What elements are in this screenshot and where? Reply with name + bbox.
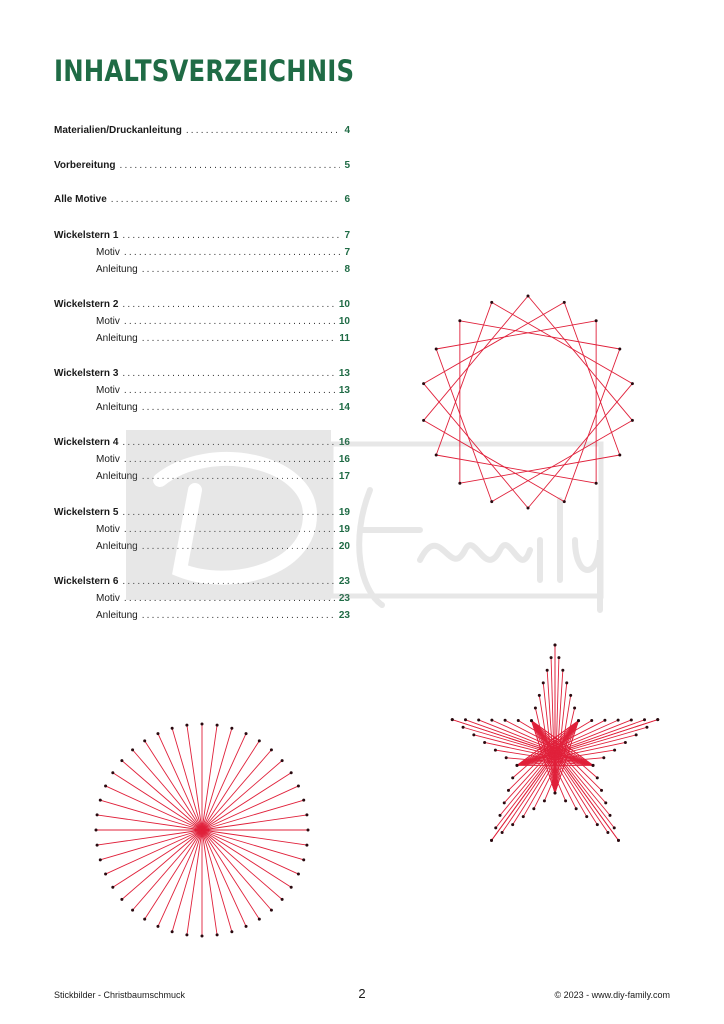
nail-dot [111,886,114,889]
toc-page-number: 11 [339,333,350,344]
toc-page-number: 4 [344,125,350,136]
toc-entry[interactable] [54,158,350,173]
nail-dot [422,419,425,422]
nail-dot [422,382,425,385]
thread-line [202,750,271,830]
thread-line [122,761,202,830]
nail-dot [505,756,508,759]
toc-leader-dots [122,297,334,312]
nail-dot [302,858,305,861]
nail-dot [645,726,648,729]
toc-subentry[interactable] [96,314,350,329]
nail-dot [104,784,107,787]
nail-dot [171,930,174,933]
toc-entry-label: Anleitung [96,264,138,275]
toc-page-number: 8 [344,264,350,275]
toc-entry[interactable] [54,366,350,381]
nail-dot [143,739,146,742]
nail-dot [490,719,493,722]
nail-dot [618,454,621,457]
nail-dot [534,707,537,710]
nail-dot [230,930,233,933]
toc-entry-label: Wickelstern 6 [54,576,119,587]
thread-line [424,302,565,383]
toc-page-number: 6 [344,194,350,205]
nail-dot [258,918,261,921]
nail-dot [307,829,310,832]
nail-dot [201,723,204,726]
nail-dot [606,831,609,834]
nail-dot [302,799,305,802]
nail-dot [120,898,123,901]
nail-dot [563,301,566,304]
toc-page-number: 20 [338,541,350,552]
nail-dot [522,815,525,818]
toc-subentry[interactable] [96,262,350,277]
toc-leader-dots [142,400,335,415]
toc-entry-label: Wickelstern 3 [54,368,119,379]
thread-line [133,830,202,910]
toc-entry[interactable] [54,297,350,312]
nail-dot [451,718,454,721]
toc-entry-label: Motiv [96,385,120,396]
nail-dot [501,831,504,834]
toc-entry-label: Anleitung [96,610,138,621]
nail-dot [592,764,595,767]
thread-line [100,800,202,830]
nail-dot [185,724,188,727]
toc-entry-label: Motiv [96,454,120,465]
nail-dot [290,771,293,774]
toc-page-number: 23 [338,610,350,621]
nail-dot [617,719,620,722]
thread-line [172,830,202,932]
nail-dot [613,749,616,752]
toc-page-number: 23 [338,576,350,587]
nail-dot [230,727,233,730]
nail-dot [258,739,261,742]
nail-dot [624,741,627,744]
toc-leader-dots [142,262,341,277]
nail-dot [538,694,541,697]
footer-page-number: 2 [358,986,366,1001]
toc-entry[interactable] [54,192,350,207]
toc-entry-label: Anleitung [96,471,138,482]
nail-dot [527,507,530,510]
nail-dot [462,726,465,729]
nail-dot [185,933,188,936]
nail-dot [477,718,480,721]
nail-dot [585,815,588,818]
nail-dot [511,776,514,779]
toc-entry[interactable] [54,123,350,138]
toc-entry-label: Motiv [96,316,120,327]
thread-line [202,830,232,932]
toc-entry[interactable] [54,228,350,243]
toc-leader-dots [124,245,341,260]
nail-dot [305,813,308,816]
toc-leader-dots [119,158,340,173]
toc-leader-dots [111,192,341,207]
nail-dot [511,823,514,826]
thread-line [133,750,202,830]
nail-dot [270,909,273,912]
toc-page-number: 19 [338,524,350,535]
nail-dot [201,935,204,938]
nail-dot [569,694,572,697]
nail-dot [490,500,493,503]
nail-dot [557,656,560,659]
nail-dot [577,719,580,722]
thread-line [202,830,271,910]
nail-dot [596,776,599,779]
nail-dot [515,764,518,767]
nail-dot [245,925,248,928]
nail-dot [635,733,638,736]
nail-dot [573,707,576,710]
toc-entry-label: Wickelstern 5 [54,507,119,518]
page-title: INHALTSVERZEICHNIS [54,54,355,88]
toc-page-number: 23 [338,593,350,604]
nail-dot [550,656,553,659]
nail-dot [435,454,438,457]
nail-dot [561,669,564,672]
nail-dot [507,789,510,792]
toc-leader-dots [142,331,336,346]
nail-dot [618,348,621,351]
toc-page-number: 7 [344,230,350,241]
nail-dot [595,482,598,485]
toc-entry-label: Vorbereitung [54,160,116,171]
nail-dot [483,741,486,744]
thread-line [202,830,282,899]
nail-dot [542,681,545,684]
footer-document-title: Stickbilder - Christbaumschmuck [54,990,186,1000]
nail-dot [609,814,612,817]
nail-dot [565,681,568,684]
nail-dot [156,925,159,928]
nail-dot [245,732,248,735]
nail-dot [543,799,546,802]
nail-dot [458,482,461,485]
toc-entry-label: Motiv [96,524,120,535]
toc-entry-label: Wickelstern 2 [54,299,119,310]
nail-dot [494,749,497,752]
nail-dot [602,756,605,759]
nail-dot [131,748,134,751]
toc-page-number: 17 [338,471,350,482]
toc-page-number: 19 [338,507,350,518]
string-art-five-point-star [440,635,670,850]
toc-entry-label: Motiv [96,247,120,258]
thread-line [492,302,633,383]
nail-dot [290,886,293,889]
nail-dot [631,419,634,422]
nail-dot [631,382,634,385]
nail-dot [156,732,159,735]
toc-page-number: 10 [338,316,350,327]
toc-entry-label: Anleitung [96,541,138,552]
toc-entry-label: Anleitung [96,402,138,413]
nail-dot [96,813,99,816]
nail-dot [216,933,219,936]
nail-dot [270,748,273,751]
nail-dot [527,295,530,298]
toc-subentry[interactable] [96,400,350,415]
thread-line [202,830,304,860]
nail-dot [104,873,107,876]
nail-dot [95,829,98,832]
nail-dot [305,844,308,847]
toc-page-number: 7 [344,247,350,258]
nail-dot [575,807,578,810]
nail-dot [503,801,506,804]
toc-leader-dots [122,366,334,381]
nail-dot [504,719,507,722]
thread-line [100,830,202,860]
nail-dot [494,826,497,829]
nail-dot [554,644,557,647]
nail-dot [216,724,219,727]
toc-entry-label: Wickelstern 1 [54,230,119,241]
toc-page-number: 5 [344,160,350,171]
nail-dot [458,319,461,322]
toc-page-number: 14 [338,402,350,413]
nail-dot [297,784,300,787]
nail-dot [498,814,501,817]
thread-line [202,761,282,830]
nail-dot [464,718,467,721]
nail-dot [281,898,284,901]
nail-dot [435,348,438,351]
nail-dot [554,792,557,795]
nail-dot [120,759,123,762]
nail-dot [630,718,633,721]
footer-copyright: © 2023 - www.diy-family.com [554,990,670,1000]
toc-entry-label: Wickelstern 4 [54,437,119,448]
thread-line [122,830,202,899]
thread-line [172,728,202,830]
nail-dot [99,799,102,802]
nail-dot [600,789,603,792]
toc-subentry[interactable] [96,331,350,346]
string-art-sunburst [90,715,320,945]
nail-dot [171,727,174,730]
nail-dot [613,826,616,829]
nail-dot [99,858,102,861]
toc-leader-dots [186,123,341,138]
toc-leader-dots [124,383,335,398]
nail-dot [490,301,493,304]
toc-page-number: 13 [338,385,350,396]
thread-line [202,800,304,830]
nail-dot [490,839,493,842]
string-art-circle-star [410,290,650,515]
nail-dot [596,823,599,826]
toc-page-number: 10 [338,299,350,310]
thread-line [202,728,232,830]
toc-entry-label: Anleitung [96,333,138,344]
nail-dot [564,799,567,802]
nail-dot [656,718,659,721]
nail-dot [530,719,533,722]
toc-entry-label: Materialien/Druckanleitung [54,125,182,136]
nail-dot [472,733,475,736]
nail-dot [281,759,284,762]
nail-dot [617,839,620,842]
nail-dot [143,918,146,921]
toc-entry-label: Motiv [96,593,120,604]
nail-dot [563,500,566,503]
nail-dot [297,873,300,876]
toc-entry-label: Alle Motive [54,194,107,205]
toc-page-number: 16 [338,454,350,465]
nail-dot [595,319,598,322]
nail-dot [96,844,99,847]
nail-dot [603,719,606,722]
toc-page-number: 13 [338,368,350,379]
toc-subentry[interactable] [96,383,350,398]
nail-dot [532,807,535,810]
toc-leader-dots [124,314,335,329]
toc-subentry[interactable] [96,245,350,260]
nail-dot [131,909,134,912]
nail-dot [643,718,646,721]
nail-dot [590,719,593,722]
nail-dot [517,719,520,722]
nail-dot [111,771,114,774]
toc-leader-dots [122,228,340,243]
nail-dot [546,669,549,672]
toc-page-number: 16 [338,437,350,448]
nail-dot [604,801,607,804]
